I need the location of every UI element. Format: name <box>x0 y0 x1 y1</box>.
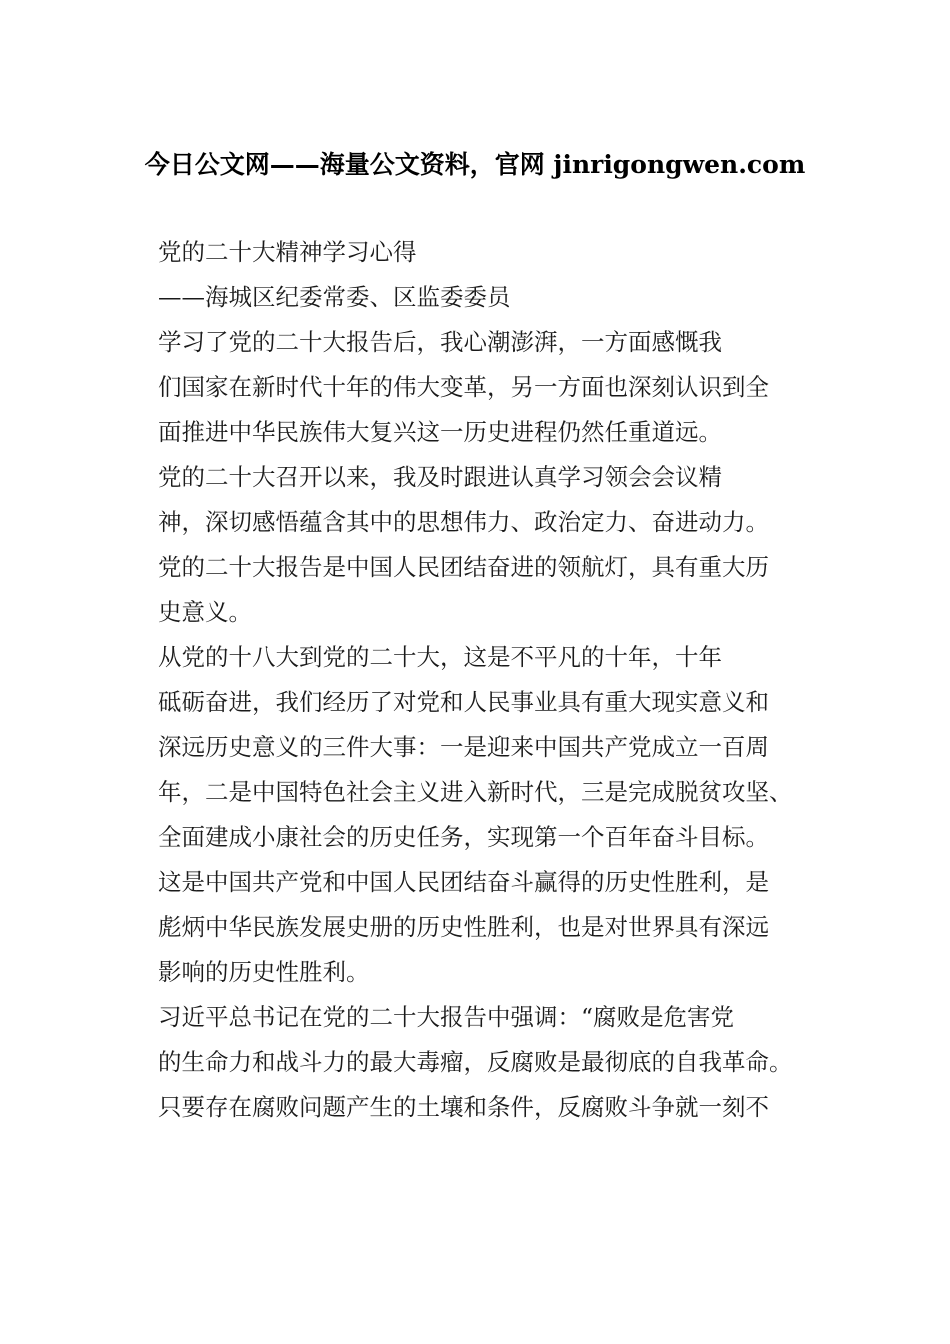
text-line: 深远历史意义的三件大事：一是迎来中国共产党成立一百周 <box>158 733 769 761</box>
site-header: 今日公文网——海量公文资料，官网 jinrigongwen.com <box>144 150 806 179</box>
text-line: 面推进中华民族伟大复兴这一历史进程仍然任重道远。 <box>158 418 722 446</box>
text-line: 从党的十八大到党的二十大，这是不平凡的十年，十年 <box>158 643 722 671</box>
text-line: 党的二十大召开以来，我及时跟进认真学习领会会议精 <box>158 463 722 491</box>
text-line: 习近平总书记在党的二十大报告中强调：“腐败是危害党 <box>158 1003 735 1031</box>
text-line: 年，二是中国特色社会主义进入新时代，三是完成脱贫攻坚、 <box>158 778 793 806</box>
text-line: 神，深切感悟蕴含其中的思想伟力、政治定力、奋进动力。 <box>158 508 769 536</box>
text-line: 砥砺奋进，我们经历了对党和人民事业具有重大现实意义和 <box>158 688 769 716</box>
document-body <box>158 230 848 1130</box>
text-line: 只要存在腐败问题产生的土壤和条件，反腐败斗争就一刻不 <box>158 1093 769 1121</box>
text-line: 全面建成小康社会的历史任务，实现第一个百年奋斗目标。 <box>158 823 769 851</box>
text-line: 学习了党的二十大报告后，我心潮澎湃，一方面感慨我 <box>158 328 722 356</box>
text-line: 彪炳中华民族发展史册的历史性胜利，也是对世界具有深远 <box>158 913 769 941</box>
document-title: 党的二十大精神学习心得 <box>158 238 417 266</box>
text-line: 这是中国共产党和中国人民团结奋斗赢得的历史性胜利，是 <box>158 868 769 896</box>
text-line: 党的二十大报告是中国人民团结奋进的领航灯，具有重大历 <box>158 553 769 581</box>
text-line: 影响的历史性胜利。 <box>158 958 370 986</box>
text-line: 们国家在新时代十年的伟大变革，另一方面也深刻认识到全 <box>158 373 769 401</box>
text-line: 史意义。 <box>158 598 252 626</box>
text-line: 的生命力和战斗力的最大毒瘤，反腐败是最彻底的自我革命。 <box>158 1048 793 1076</box>
document-subtitle: ——海城区纪委常委、区监委委员 <box>158 283 511 311</box>
